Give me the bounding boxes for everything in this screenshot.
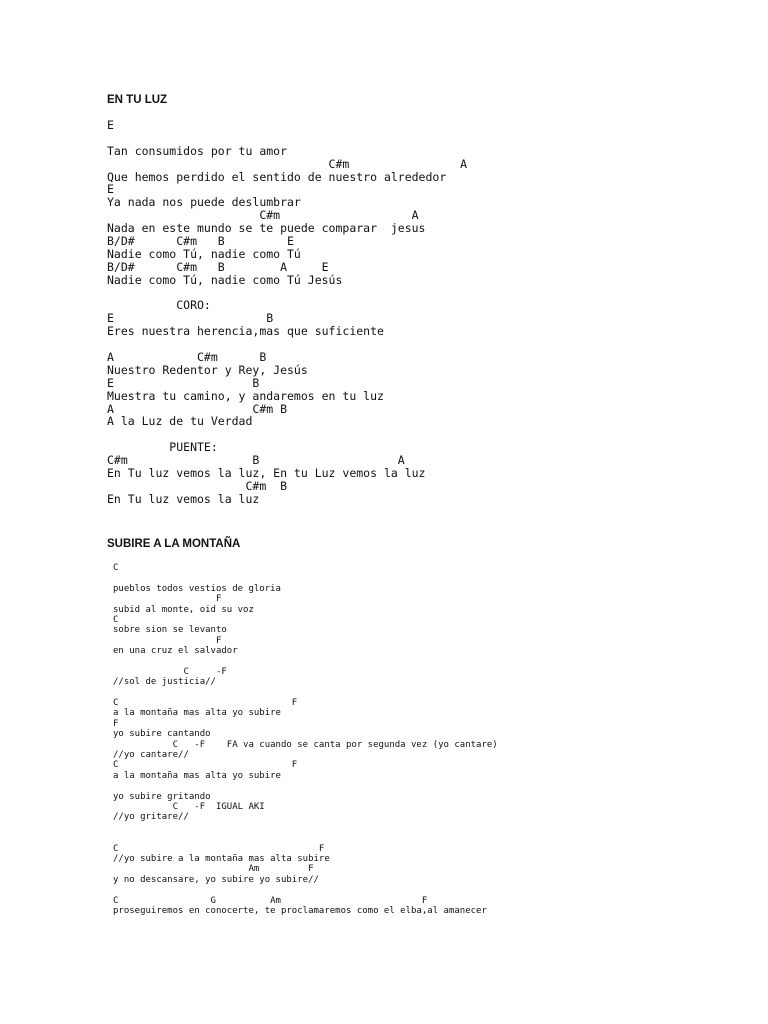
song-lyrics-chords — [113, 563, 498, 916]
song-line: C — [113, 563, 119, 573]
song-line — [113, 885, 498, 895]
song-line: a la montaña mas alta yo subire — [113, 770, 281, 781]
song-line: A C#m B — [107, 401, 288, 416]
song-title: EN TU LUZ — [107, 94, 168, 106]
song-line: //yo subire a la montaña mas alta subire — [113, 853, 330, 864]
song-line — [107, 132, 467, 145]
song-line: E B — [107, 311, 274, 326]
song-line: subid al monte, oid su voz — [113, 604, 254, 615]
song-line: yo subire gritando — [113, 791, 211, 802]
song-line: Nadie como Tú, nadie como Tú — [107, 246, 301, 261]
song-line: Que hemos perdido el sentido de nuestro alrededor — [107, 169, 447, 184]
song-line: a la montaña mas alta yo subire — [113, 708, 281, 719]
song-line — [113, 833, 498, 843]
song-line: C — [113, 614, 119, 625]
song-line: en una cruz el salvador — [113, 646, 238, 657]
song-line: En Tu luz vemos la luz, En tu Luz vemos la luz — [107, 466, 426, 481]
song-line: C F — [113, 843, 325, 854]
song-line: E B — [107, 375, 260, 390]
song-line: sobre sion se levanto — [113, 625, 227, 636]
song-lyrics-chords — [107, 119, 467, 506]
song-line: Tan consumidos por tu amor — [107, 143, 288, 158]
song-line: C#m A — [107, 156, 468, 171]
song-line: E — [107, 118, 114, 132]
song-line: En Tu luz vemos la luz — [107, 491, 260, 506]
song-line: C F — [113, 760, 298, 771]
song-line — [113, 781, 498, 791]
song-line: Muestra tu camino, y andaremos en tu luz — [107, 388, 384, 403]
song-line: C G Am F — [113, 895, 428, 906]
song-line: C -F — [113, 666, 227, 677]
song-line — [113, 688, 498, 698]
song-line: C -F IGUAL AKI — [113, 801, 265, 812]
song-line: C F — [113, 698, 298, 709]
song-line: C#m A — [107, 208, 419, 223]
song-line: proseguiremos en conocerte, te proclamaremos como el elba,al amanecer — [113, 905, 487, 916]
song-line: Nada en este mundo se te puede comparar jesus — [107, 221, 426, 236]
song-line: yo subire cantando — [113, 729, 211, 740]
song-line: //sol de justicia// — [113, 677, 216, 688]
song-line: Ya nada nos puede deslumbrar — [107, 195, 301, 210]
song-line: F — [113, 718, 119, 729]
song-line: F — [113, 635, 222, 646]
song-line: PUENTE: — [107, 440, 218, 455]
song-line: //yo gritare// — [113, 812, 189, 823]
song-line: Nadie como Tú, nadie como Tú Jesús — [107, 272, 343, 287]
song-line: A C#m B — [107, 350, 267, 365]
song-line: CORO: — [107, 298, 211, 313]
song-line: F — [113, 594, 222, 605]
song-line — [113, 573, 498, 583]
song-line: B/D# C#m B E — [107, 234, 294, 249]
song-line — [113, 823, 498, 833]
song-line: C#m B — [107, 478, 288, 493]
song-line: C -F FA va cuando se canta por segunda vez (yo cantare) — [113, 739, 498, 750]
song-line: Am F — [113, 864, 314, 875]
song-line: C#m B A — [107, 453, 405, 468]
song-line: A la Luz de tu Verdad — [107, 414, 253, 429]
song-line: pueblos todos vestios de gloria — [113, 583, 281, 594]
song-line: y no descansare, yo subire yo subire// — [113, 874, 319, 885]
song-line: Eres nuestra herencia,mas que suficiente — [107, 324, 384, 339]
song-line: B/D# C#m B A E — [107, 259, 329, 274]
song-line: Nuestro Redentor y Rey, Jesús — [107, 362, 308, 377]
song-line: E — [107, 182, 114, 197]
song-line: //yo cantare// — [113, 750, 189, 761]
song-title: SUBIRE A LA MONTAÑA — [107, 538, 241, 550]
song-line — [113, 657, 498, 667]
